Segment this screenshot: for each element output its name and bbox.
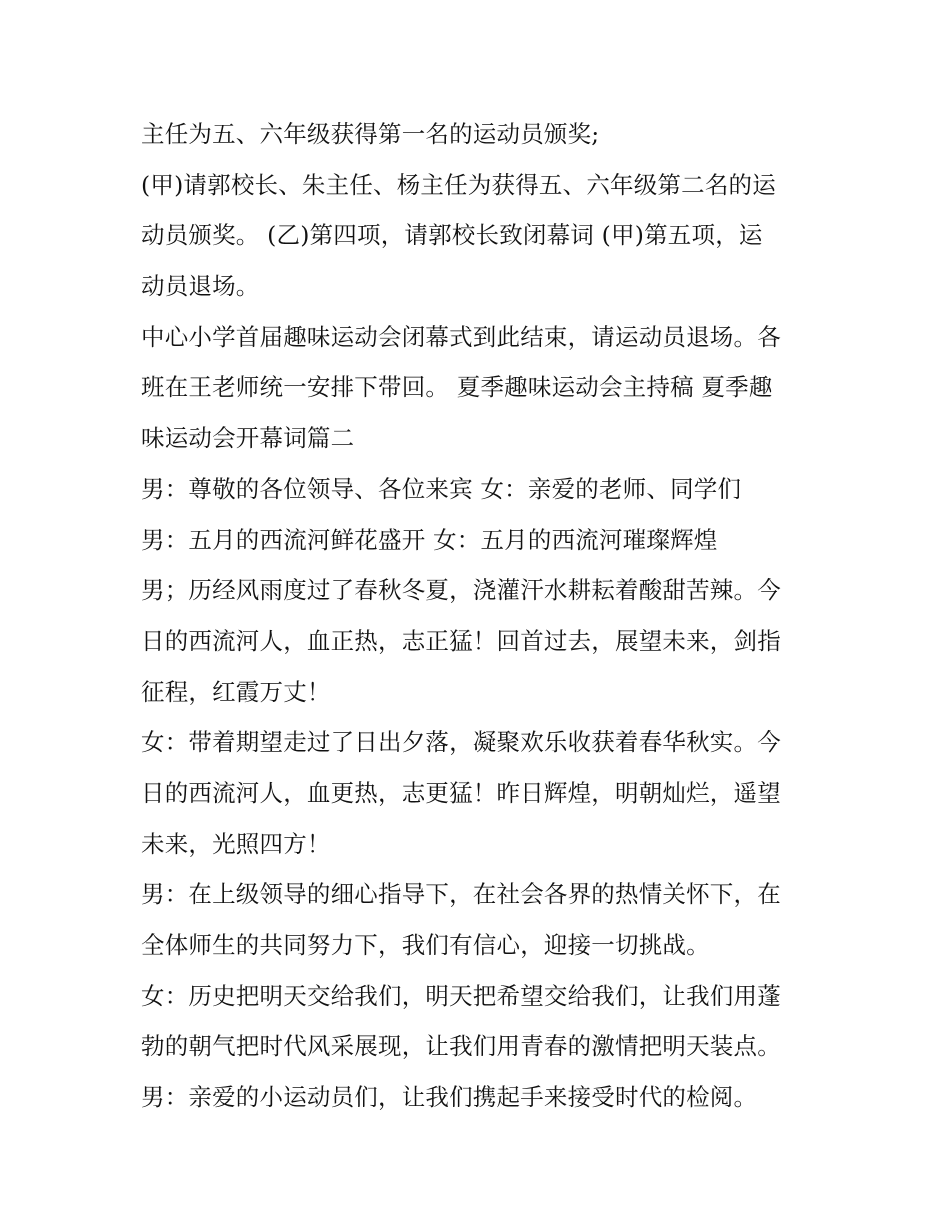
text-line: 男：尊敬的各位领导、各位来宾 女：亲爱的老师、同学们 — [141, 474, 742, 503]
text-line: 全体师生的共同努力下，我们有信心，迎接一切挑战。 — [141, 931, 710, 959]
text-line: 男：在上级领导的细心指导下，在社会各界的热情关怀下，在 — [141, 880, 781, 909]
text-line: 日的西流河人，血正热，志正猛！回首过去，展望未来，剑指 — [141, 626, 781, 655]
text-line: 中心小学首届趣味运动会闭幕式到此结束，请运动员退场。各 — [141, 322, 781, 351]
text-line: 动员颁奖。 (乙)第四项，请郭校长致闭幕词 (甲)第五项，运 — [141, 221, 763, 250]
text-line: 味运动会开幕词篇二 — [141, 424, 355, 453]
document-body — [141, 109, 816, 1123]
text-line: 征程，红霞万丈！ — [141, 677, 331, 706]
text-line: 动员退场。 — [141, 272, 260, 301]
text-line: 男；历经风雨度过了春秋冬夏，浇灌汗水耕耘着酸甜苦辣。今 — [141, 576, 781, 605]
text-line: 勃的朝气把时代风采展现，让我们用青春的激情把明天装点。 — [141, 1032, 781, 1061]
text-line: 女：带着期望走过了日出夕落，凝聚欢乐收获着春华秋实。今 — [141, 728, 781, 757]
text-line: 班在王老师统一安排下带回。 夏季趣味运动会主持稿 夏季趣 — [141, 373, 773, 402]
text-line: 女：历史把明天交给我们，明天把希望交给我们，让我们用蓬 — [141, 981, 781, 1010]
text-line: 未来，光照四方！ — [141, 829, 331, 858]
text-line: (甲)请郭校长、朱主任、杨主任为获得五、六年级第二名的运 — [141, 170, 776, 199]
text-line: 男：亲爱的小运动员们，让我们携起手来接受时代的检阅。 — [141, 1083, 758, 1112]
text-line: 主任为五、六年级获得第一名的运动员颁奖; — [141, 120, 600, 148]
text-line: 男：五月的西流河鲜花盛开 女：五月的西流河璀璨辉煌 — [141, 525, 718, 554]
text-line: 日的西流河人，血更热，志更猛！昨日辉煌，明朝灿烂，遥望 — [141, 778, 781, 807]
